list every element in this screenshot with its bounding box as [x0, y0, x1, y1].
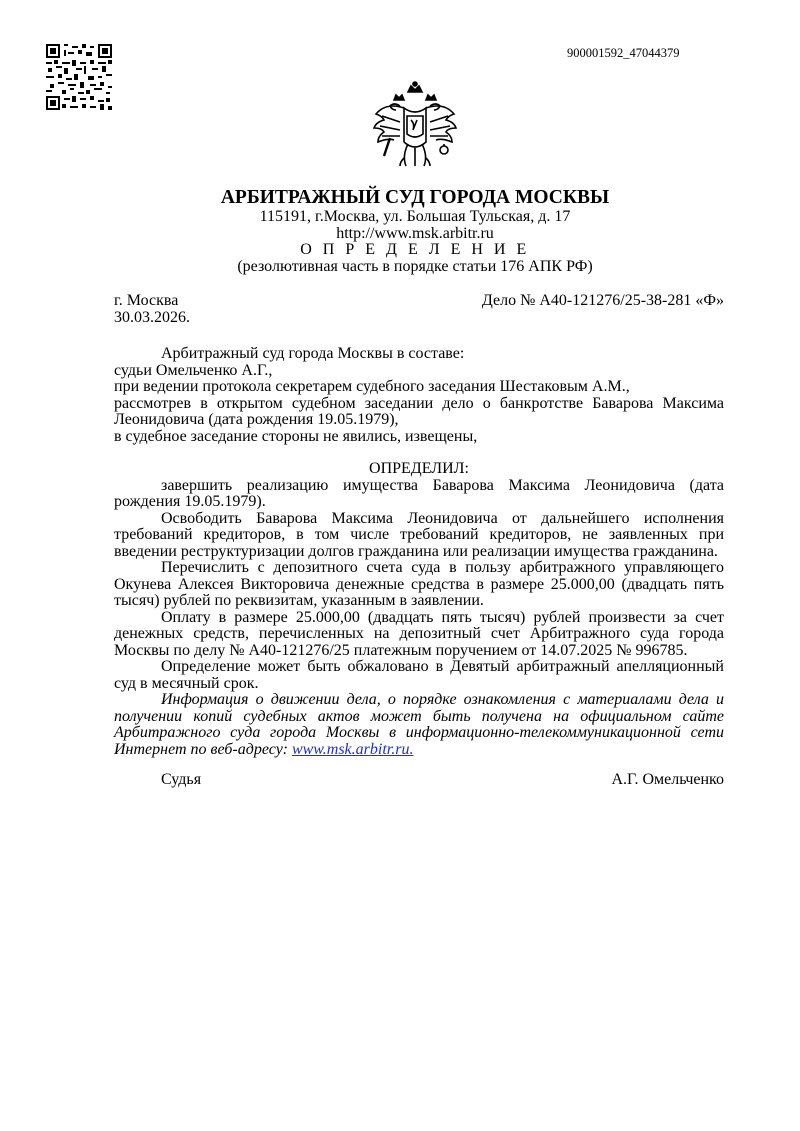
- info-note-text: Информация о движении дела, о порядке ознакомления с материалами дела и получении копий судебных актов может быть получена на официальном сайте Арбитражного суда города Москвы в информационно-телекоммуникационной сети Интернет по веб-адресу:: [114, 691, 724, 758]
- ruling-paragraph: Определение может быть обжаловано в Девятый арбитражный апелляционный суд в месячный срок.: [114, 658, 724, 692]
- intro-line: судьи Омельченко А.Г.,: [114, 361, 273, 379]
- ruling-paragraph: Перечислить с депозитного счета суда в пользу арбитражного управляющего Окунева Алексея Викторовича денежные средства в размере 25.000,00 (двадцать пять тысяч) рублей по реквизитам, указанным в заявлении.: [114, 559, 724, 609]
- info-note: [114, 692, 724, 758]
- intro-line: в судебное заседание стороны не явились, извещены,: [114, 427, 478, 445]
- city: г. Москва: [114, 292, 179, 309]
- signature-name: А.Г. Омельченко: [611, 771, 724, 788]
- document-header: [100, 187, 730, 275]
- document-type: О П Р Е Д Е Л Е Н И Е: [300, 241, 530, 259]
- signature-block: [161, 771, 724, 789]
- document-meta: [114, 293, 724, 326]
- document-id: 900001592_47044379: [567, 46, 680, 60]
- qr-code-icon: [46, 44, 112, 110]
- ruling-heading: ОПРЕДЕЛИЛ:: [369, 460, 469, 477]
- intro-line: рассмотрев в открытом судебном заседании дело о банкротстве Баварова Максима Леонидовича (дата рождения 19.05.1979),: [114, 394, 724, 428]
- court-website: http://www.msk.arbitr.ru: [336, 224, 494, 242]
- document-subtype: (резолютивная часть в порядке статьи 176 АПК РФ): [237, 257, 593, 275]
- coat-of-arms-icon: [370, 78, 460, 170]
- document-body: [114, 346, 724, 758]
- court-name: АРБИТРАЖНЫЙ СУД ГОРОДА МОСКВЫ: [220, 187, 610, 208]
- case-number: Дело № А40-121276/25-38-281 «Ф»: [481, 292, 724, 309]
- document-date: 30.03.2026.: [114, 308, 190, 326]
- signature-role: Судья: [161, 771, 202, 788]
- intro-line: при ведении протокола секретарем судебного заседания Шестаковым А.М.,: [114, 378, 630, 395]
- intro-line: Арбитражный суд города Москвы в составе:: [161, 345, 465, 362]
- ruling-paragraph: Оплату в размере 25.000,00 (двадцать пять тысяч) рублей произвести за счет денежных средств, перечисленных на депозитный счет Арбитражного суда города Москвы по делу № А40-121276/25 платежным поручением от 14.07.2025 № 996785.: [114, 608, 724, 659]
- court-address: 115191, г.Москва, ул. Большая Тульская, д. 17: [259, 208, 571, 225]
- ruling-paragraph: завершить реализацию имущества Баварова Максима Леонидовича (дата рождения 19.05.1979).: [114, 476, 724, 510]
- court-website-link[interactable]: www.msk.arbitr.ru.: [291, 740, 414, 758]
- ruling-paragraph: Освободить Баварова Максима Леонидовича от дальнейшего исполнения требований кредиторов, в том числе требований кредиторов, не заявленных при введении реструктуризации долгов гражданина или реализации имущества гражданина.: [114, 509, 724, 560]
